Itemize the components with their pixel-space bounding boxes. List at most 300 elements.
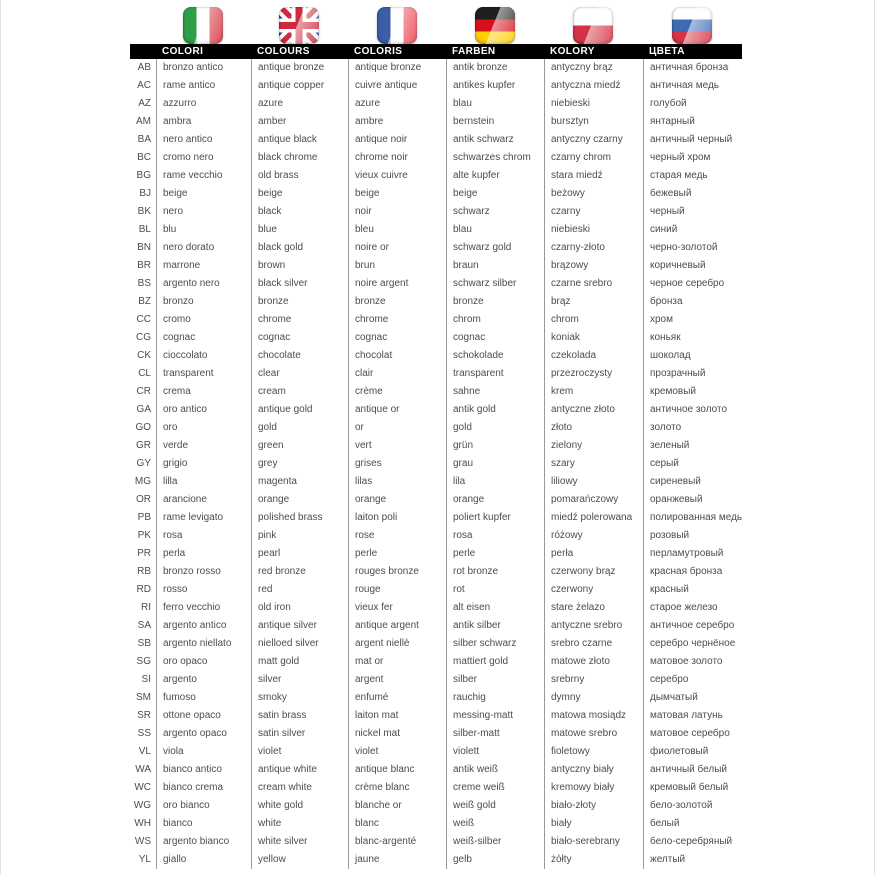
color-name-cell: creme weiß <box>446 779 544 797</box>
code-cell: BR <box>137 260 151 271</box>
column-header: COLOURS <box>251 44 348 59</box>
color-name-cell: черный хром <box>643 149 772 167</box>
color-name-cell: antyczny brąz <box>544 59 643 77</box>
russia-flag-icon <box>672 7 712 44</box>
color-name-cell: brąz <box>544 293 643 311</box>
color-name-cell: ambra <box>156 113 251 131</box>
color-name-cell: white <box>251 815 348 833</box>
color-name-cell: szary <box>544 455 643 473</box>
code-cell: WS <box>134 836 151 847</box>
color-name-cell: бело-серебряный <box>643 833 772 851</box>
color-name-cell: cream <box>251 383 348 401</box>
color-name-cell: blanc <box>348 815 446 833</box>
code-cell: AZ <box>138 98 151 109</box>
color-name-cell: rame vecchio <box>156 167 251 185</box>
color-name-cell: argento opaco <box>156 725 251 743</box>
color-name-cell: czerwony brąz <box>544 563 643 581</box>
color-name-cell: antique noir <box>348 131 446 149</box>
color-name-cell: clair <box>348 365 446 383</box>
color-name-cell: weiß gold <box>446 797 544 815</box>
color-name-cell: poliert kupfer <box>446 509 544 527</box>
code-cell: SG <box>136 656 151 667</box>
color-name-cell: crème <box>348 383 446 401</box>
color-name-cell: czarne srebro <box>544 275 643 293</box>
code-cell: CC <box>136 314 151 325</box>
color-name-cell: rosa <box>156 527 251 545</box>
color-name-cell: krem <box>544 383 643 401</box>
color-name-cell: rosso <box>156 581 251 599</box>
color-name-cell: красная бронза <box>643 563 772 581</box>
color-name-cell: черно-золотой <box>643 239 772 257</box>
code-cell: VL <box>138 746 151 757</box>
color-name-cell: янтарный <box>643 113 772 131</box>
color-name-cell: beige <box>446 185 544 203</box>
color-name-cell: argent <box>348 671 446 689</box>
code-cell: RB <box>137 566 151 577</box>
code-cell: RI <box>141 602 151 613</box>
color-name-cell: argento nero <box>156 275 251 293</box>
color-name-cell: античная бронза <box>643 59 772 77</box>
color-name-cell: liliowy <box>544 473 643 491</box>
color-name-cell: gold <box>446 419 544 437</box>
color-name-cell: beżowy <box>544 185 643 203</box>
color-name-cell: matowa mosiądz <box>544 707 643 725</box>
color-name-cell: зеленый <box>643 437 772 455</box>
color-name-cell: chrome <box>348 311 446 329</box>
color-name-cell: bronzo <box>156 293 251 311</box>
color-name-cell: matowe złoto <box>544 653 643 671</box>
color-name-cell: antyczny czarny <box>544 131 643 149</box>
color-name-cell: antyczna miedź <box>544 77 643 95</box>
color-name-cell: beige <box>156 185 251 203</box>
color-name-cell: schokolade <box>446 347 544 365</box>
code-cell: SR <box>137 710 151 721</box>
color-name-cell: rosa <box>446 527 544 545</box>
color-name-cell: chrom <box>544 311 643 329</box>
color-name-cell: oro opaco <box>156 653 251 671</box>
color-name-cell: sahne <box>446 383 544 401</box>
color-name-cell: античное серебро <box>643 617 772 635</box>
color-name-cell: rame levigato <box>156 509 251 527</box>
color-name-cell: cuivre antique <box>348 77 446 95</box>
color-name-cell: fumoso <box>156 689 251 707</box>
color-name-cell: stare żelazo <box>544 599 643 617</box>
color-name-cell: oro <box>156 419 251 437</box>
color-name-cell: rame antico <box>156 77 251 95</box>
color-name-cell: transparent <box>446 365 544 383</box>
color-name-cell: rot bronze <box>446 563 544 581</box>
color-name-cell: сиреневый <box>643 473 772 491</box>
color-name-cell: cognac <box>348 329 446 347</box>
color-name-cell: antyczne złoto <box>544 401 643 419</box>
color-name-cell: серебро <box>643 671 772 689</box>
color-name-cell: azure <box>251 95 348 113</box>
color-name-cell: biało-serebrany <box>544 833 643 851</box>
color-name-cell: lila <box>446 473 544 491</box>
color-name-cell: chrom <box>446 311 544 329</box>
color-name-cell: белый <box>643 815 772 833</box>
color-name-cell: blue <box>251 221 348 239</box>
color-name-cell: lilas <box>348 473 446 491</box>
color-name-cell: grises <box>348 455 446 473</box>
color-name-cell: biało-złoty <box>544 797 643 815</box>
code-cell: BS <box>137 278 151 289</box>
color-name-cell: czekolada <box>544 347 643 365</box>
color-name-cell: chrome <box>251 311 348 329</box>
code-cell: AB <box>137 62 151 73</box>
color-name-cell: noire or <box>348 239 446 257</box>
color-name-cell: argento niellato <box>156 635 251 653</box>
color-name-cell: antik silber <box>446 617 544 635</box>
color-name-cell: schwarzes chrom <box>446 149 544 167</box>
color-name-cell: schwarz <box>446 203 544 221</box>
code-cell: BK <box>137 206 151 217</box>
color-name-cell: matowe srebro <box>544 725 643 743</box>
color-name-cell: old iron <box>251 599 348 617</box>
color-name-cell: jaune <box>348 851 446 869</box>
code-cell: PK <box>137 530 151 541</box>
color-name-cell: beige <box>251 185 348 203</box>
color-name-cell: żółty <box>544 851 643 869</box>
column-header: COLORIS <box>348 44 446 59</box>
code-cell: AM <box>136 116 151 127</box>
color-name-cell: хром <box>643 311 772 329</box>
color-name-cell: золото <box>643 419 772 437</box>
color-name-cell: rose <box>348 527 446 545</box>
color-name-cell: blau <box>446 95 544 113</box>
color-name-cell: rauchig <box>446 689 544 707</box>
color-name-cell: miedź polerowana <box>544 509 643 527</box>
color-name-cell: argento antico <box>156 617 251 635</box>
color-name-cell: nielloed silver <box>251 635 348 653</box>
color-name-cell: weiß <box>446 815 544 833</box>
color-name-cell: blu <box>156 221 251 239</box>
color-name-cell: transparent <box>156 365 251 383</box>
color-name-cell: blanche or <box>348 797 446 815</box>
color-name-cell: violett <box>446 743 544 761</box>
color-name-cell: chocolat <box>348 347 446 365</box>
color-name-cell: cromo nero <box>156 149 251 167</box>
color-name-cell: antique gold <box>251 401 348 419</box>
color-name-cell: cioccolato <box>156 347 251 365</box>
color-name-cell: bursztyn <box>544 113 643 131</box>
color-name-cell: pomarańczowy <box>544 491 643 509</box>
color-name-cell: white gold <box>251 797 348 815</box>
italy-flag-icon <box>183 7 223 44</box>
color-name-cell: mat or <box>348 653 446 671</box>
color-name-cell: alt eisen <box>446 599 544 617</box>
color-name-cell: vieux cuivre <box>348 167 446 185</box>
color-name-cell: antik bronze <box>446 59 544 77</box>
code-cell: SB <box>137 638 151 649</box>
color-name-cell: old brass <box>251 167 348 185</box>
color-name-cell: cognac <box>446 329 544 347</box>
color-name-cell: vieux fer <box>348 599 446 617</box>
color-name-cell: cognac <box>251 329 348 347</box>
color-name-cell: arancione <box>156 491 251 509</box>
color-name-cell: pink <box>251 527 348 545</box>
code-cell: GR <box>136 440 151 451</box>
color-name-cell: dymny <box>544 689 643 707</box>
color-name-cell: zielony <box>544 437 643 455</box>
code-cell: PB <box>137 512 151 523</box>
color-name-cell: argent niellè <box>348 635 446 653</box>
color-name-cell: antique bronze <box>251 59 348 77</box>
color-name-cell: koniak <box>544 329 643 347</box>
color-name-cell: red <box>251 581 348 599</box>
color-name-cell: orange <box>251 491 348 509</box>
color-name-cell: braun <box>446 257 544 275</box>
color-name-cell: antique argent <box>348 617 446 635</box>
color-name-cell: grün <box>446 437 544 455</box>
color-name-cell: antique bronze <box>348 59 446 77</box>
color-name-cell: white silver <box>251 833 348 851</box>
column-header: ЦВЕТА <box>643 44 742 59</box>
color-name-cell: polished brass <box>251 509 348 527</box>
color-name-cell: vert <box>348 437 446 455</box>
color-name-cell: black silver <box>251 275 348 293</box>
color-name-cell: красный <box>643 581 772 599</box>
code-cell: SA <box>137 620 151 631</box>
color-name-cell: прозрачный <box>643 365 772 383</box>
code-cell: OR <box>136 494 151 505</box>
color-name-cell: crema <box>156 383 251 401</box>
color-name-cell: oro bianco <box>156 797 251 815</box>
color-name-cell: antique white <box>251 761 348 779</box>
color-name-cell: bronze <box>348 293 446 311</box>
code-cell: SM <box>136 692 151 703</box>
color-name-cell: античная медь <box>643 77 772 95</box>
code-cell: BC <box>137 152 151 163</box>
color-name-cell: bronze <box>446 293 544 311</box>
code-cell: AC <box>137 80 151 91</box>
color-name-cell: кремовый <box>643 383 772 401</box>
color-name-cell: giallo <box>156 851 251 869</box>
color-name-cell: bronzo antico <box>156 59 251 77</box>
color-name-cell: orange <box>446 491 544 509</box>
color-name-cell: bronze <box>251 293 348 311</box>
color-name-cell: violet <box>251 743 348 761</box>
code-cell: BZ <box>138 296 151 307</box>
color-name-cell: матовое золото <box>643 653 772 671</box>
color-name-cell: cream white <box>251 779 348 797</box>
code-cell: WC <box>134 782 151 793</box>
color-name-cell: stara miedź <box>544 167 643 185</box>
color-name-cell: azzurro <box>156 95 251 113</box>
color-name-cell: черное серебро <box>643 275 772 293</box>
color-name-cell: yellow <box>251 851 348 869</box>
color-name-cell: синий <box>643 221 772 239</box>
germany-flag-icon <box>475 7 515 44</box>
color-name-cell: rot <box>446 581 544 599</box>
color-name-cell: przezroczysty <box>544 365 643 383</box>
color-name-cell: ambre <box>348 113 446 131</box>
color-name-cell: weiß-silber <box>446 833 544 851</box>
color-name-cell: matt gold <box>251 653 348 671</box>
color-name-cell: античный белый <box>643 761 772 779</box>
color-name-cell: бежевый <box>643 185 772 203</box>
color-name-cell: кремовый белый <box>643 779 772 797</box>
color-name-cell: antique black <box>251 131 348 149</box>
color-name-cell: bianco crema <box>156 779 251 797</box>
color-name-cell: lilla <box>156 473 251 491</box>
color-name-cell: бело-золотой <box>643 797 772 815</box>
color-name-cell: schwarz silber <box>446 275 544 293</box>
uk-flag-icon <box>279 7 319 44</box>
color-name-cell: голубой <box>643 95 772 113</box>
france-flag-icon <box>377 7 417 44</box>
color-name-cell: srebro czarne <box>544 635 643 653</box>
code-cell: CK <box>137 350 151 361</box>
color-name-cell: fioletowy <box>544 743 643 761</box>
color-name-cell: blau <box>446 221 544 239</box>
color-name-cell: коричневый <box>643 257 772 275</box>
color-name-cell: коньяк <box>643 329 772 347</box>
color-name-cell: argento <box>156 671 251 689</box>
color-name-cell: antique or <box>348 401 446 419</box>
color-name-cell: czerwony <box>544 581 643 599</box>
color-name-cell: noir <box>348 203 446 221</box>
color-name-cell: nero dorato <box>156 239 251 257</box>
color-name-cell: gelb <box>446 851 544 869</box>
color-name-cell: black <box>251 203 348 221</box>
color-name-cell: laiton poli <box>348 509 446 527</box>
color-name-cell: nero <box>156 203 251 221</box>
color-name-cell: blanc-argenté <box>348 833 446 851</box>
color-name-cell: argento bianco <box>156 833 251 851</box>
color-name-cell: antikes kupfer <box>446 77 544 95</box>
color-name-cell: bronzo rosso <box>156 563 251 581</box>
color-name-cell: grigio <box>156 455 251 473</box>
code-cell: WG <box>133 800 151 811</box>
color-name-cell: antique copper <box>251 77 348 95</box>
color-name-cell: beige <box>348 185 446 203</box>
color-name-cell: античный черный <box>643 131 772 149</box>
color-name-cell: grau <box>446 455 544 473</box>
color-name-cell: biały <box>544 815 643 833</box>
code-cell: CR <box>136 386 151 397</box>
color-name-cell: perle <box>446 545 544 563</box>
color-name-cell: różowy <box>544 527 643 545</box>
color-name-cell: marrone <box>156 257 251 275</box>
color-name-cell: złoto <box>544 419 643 437</box>
color-name-cell: czarny-złoto <box>544 239 643 257</box>
color-name-cell: niebieski <box>544 221 643 239</box>
color-name-cell: clear <box>251 365 348 383</box>
color-name-cell: schwarz gold <box>446 239 544 257</box>
color-name-cell: старая медь <box>643 167 772 185</box>
color-name-cell: magenta <box>251 473 348 491</box>
code-cell: BJ <box>139 188 151 199</box>
color-name-cell: perła <box>544 545 643 563</box>
color-name-cell: antique silver <box>251 617 348 635</box>
color-name-cell: шоколад <box>643 347 772 365</box>
color-name-cell: ferro vecchio <box>156 599 251 617</box>
color-name-cell: cognac <box>156 329 251 347</box>
color-name-cell: серебро чернёное <box>643 635 772 653</box>
code-cell: RD <box>136 584 151 595</box>
column-header: FARBEN <box>446 44 544 59</box>
color-name-cell: kremowy biały <box>544 779 643 797</box>
color-name-cell: verde <box>156 437 251 455</box>
color-name-cell: дымчатый <box>643 689 772 707</box>
color-name-cell: black chrome <box>251 149 348 167</box>
color-name-cell: rouges bronze <box>348 563 446 581</box>
color-name-cell: azure <box>348 95 446 113</box>
color-name-cell: silber schwarz <box>446 635 544 653</box>
color-name-cell: grey <box>251 455 348 473</box>
color-name-cell: желтый <box>643 851 772 869</box>
color-name-cell: черный <box>643 203 772 221</box>
code-cell: GO <box>135 422 151 433</box>
color-name-cell: oro antico <box>156 401 251 419</box>
code-cell: BL <box>138 224 151 235</box>
code-cell: BN <box>137 242 151 253</box>
column-header: COLORI <box>156 44 251 59</box>
code-cell: WH <box>134 818 151 829</box>
color-name-cell: czarny <box>544 203 643 221</box>
color-name-cell: pearl <box>251 545 348 563</box>
color-name-cell: antyczny biały <box>544 761 643 779</box>
color-name-cell: матовая латунь <box>643 707 772 725</box>
color-name-cell: messing-matt <box>446 707 544 725</box>
code-cell: CL <box>138 368 151 379</box>
color-name-cell: viola <box>156 743 251 761</box>
color-name-cell: bleu <box>348 221 446 239</box>
code-cell: BG <box>136 170 151 181</box>
color-name-cell: violet <box>348 743 446 761</box>
color-name-cell: silber <box>446 671 544 689</box>
color-name-cell: black gold <box>251 239 348 257</box>
color-name-cell: silver <box>251 671 348 689</box>
color-name-cell: bernstein <box>446 113 544 131</box>
color-name-cell: antik weiß <box>446 761 544 779</box>
color-name-cell: czarny chrom <box>544 149 643 167</box>
color-name-cell: bianco <box>156 815 251 833</box>
color-name-cell: фиолетовый <box>643 743 772 761</box>
color-name-cell: mattiert gold <box>446 653 544 671</box>
color-name-cell: antik schwarz <box>446 131 544 149</box>
color-name-cell: antyczne srebro <box>544 617 643 635</box>
color-name-cell: amber <box>251 113 348 131</box>
color-name-cell: orange <box>348 491 446 509</box>
code-cell: GA <box>136 404 151 415</box>
code-cell: WA <box>135 764 151 775</box>
color-name-cell: оранжевый <box>643 491 772 509</box>
color-name-cell: perle <box>348 545 446 563</box>
color-name-cell: crème blanc <box>348 779 446 797</box>
color-name-cell: перламутровый <box>643 545 772 563</box>
color-name-cell: bianco antico <box>156 761 251 779</box>
color-name-cell: antik gold <box>446 401 544 419</box>
color-name-cell: silber-matt <box>446 725 544 743</box>
color-name-cell: satin silver <box>251 725 348 743</box>
color-name-cell: nero antico <box>156 131 251 149</box>
color-name-cell: матовое серебро <box>643 725 772 743</box>
color-name-cell: smoky <box>251 689 348 707</box>
color-name-cell: полированная медь <box>643 509 772 527</box>
color-name-cell: red bronze <box>251 563 348 581</box>
color-name-cell: alte kupfer <box>446 167 544 185</box>
color-name-cell: noire argent <box>348 275 446 293</box>
poland-flag-icon <box>573 7 613 44</box>
color-name-cell: gold <box>251 419 348 437</box>
code-cell: SS <box>137 728 151 739</box>
color-name-cell: серый <box>643 455 772 473</box>
color-table <box>130 44 772 869</box>
code-cell: YL <box>138 854 151 865</box>
color-name-cell: rouge <box>348 581 446 599</box>
